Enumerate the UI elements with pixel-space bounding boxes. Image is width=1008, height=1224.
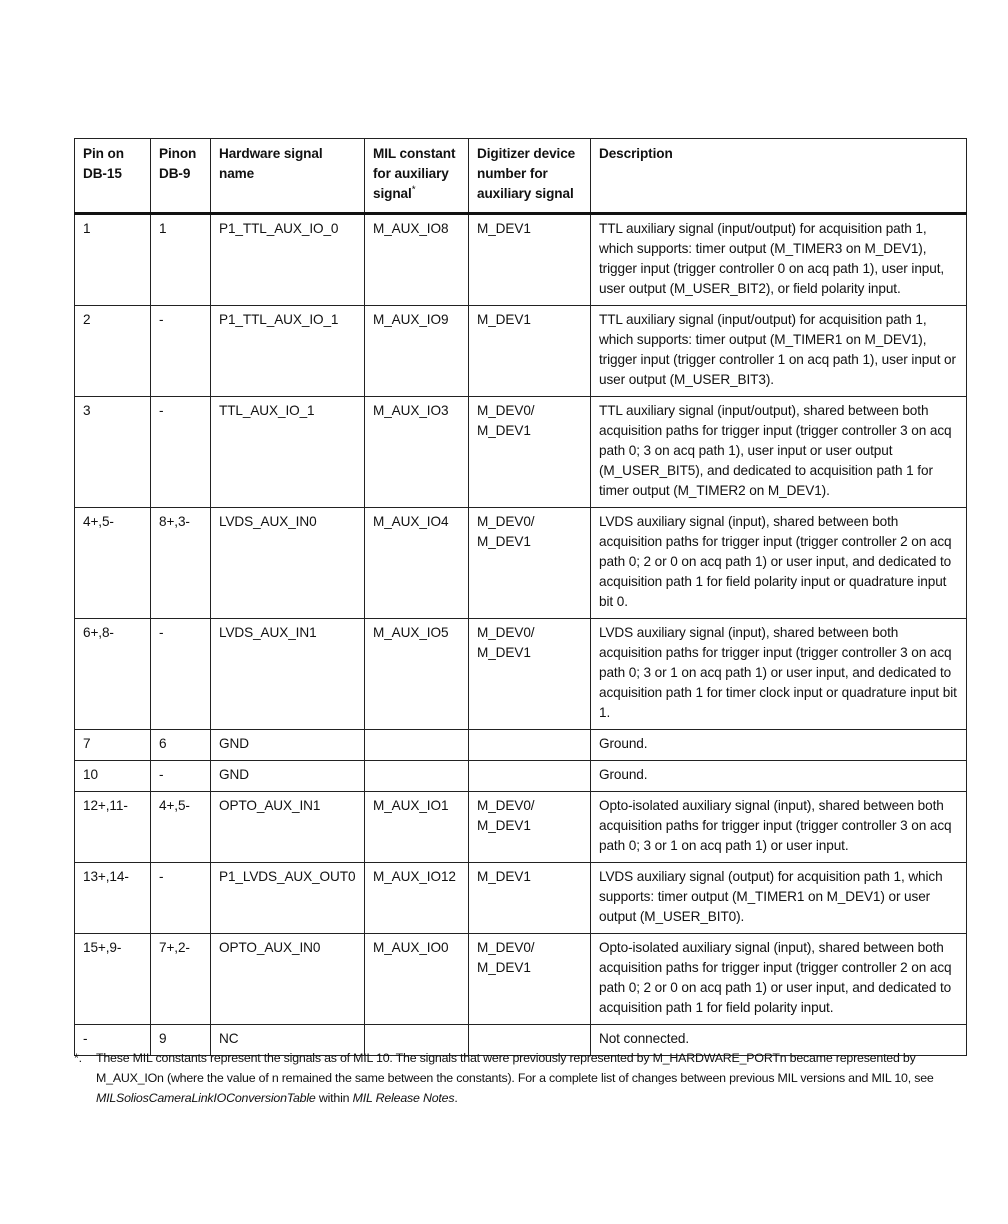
cell-pin-db9: 4+,5- [151,792,211,863]
cell-digitizer-device [469,306,591,397]
footnote-text: These MIL constants represent the signals as of MIL 10. The signals that were previously represented by M_HARDWARE_PORTn became represented by M_AUX_IOn (where the value of n remained the same between the constants). For a complete list of changes between previous MIL versions and MIL 10, see MILSoliosCameraLinkIOConversionTable within MIL Release Notes. [96,1051,934,1105]
digitizer-device-line: M_DEV0/ [477,403,535,418]
cell-hardware-signal: OPTO_AUX_IN1 [211,792,365,863]
header-pin-db9: Pinon DB-9 [151,139,211,214]
cell-digitizer-device [469,792,591,863]
cell-digitizer-device [469,619,591,730]
cell-pin-db15: 7 [75,730,151,761]
table-row [75,508,967,619]
cell-pin-db15: 12+,11- [75,792,151,863]
cell-description: TTL auxiliary signal (input/output), shared between both acquisition paths for trigger input (trigger controller 3 on acq path 0; 3 on acq path 1), user input or user output (M_USER_BIT5), and dedicated to acquisition path 1 for timer output (M_TIMER2 on M_DEV1). [591,397,967,508]
cell-mil-constant: M_AUX_IO3 [365,397,469,508]
digitizer-device-line: M_DEV0/ [477,514,535,529]
digitizer-device-line: M_DEV0/ [477,625,535,640]
cell-description: Not connected. [591,1025,967,1056]
digitizer-device-line: M_DEV1 [477,960,531,975]
cell-hardware-signal: LVDS_AUX_IN1 [211,619,365,730]
cell-mil-constant: M_AUX_IO1 [365,792,469,863]
table-header-row [75,139,967,214]
cell-description: TTL auxiliary signal (input/output) for acquisition path 1, which supports: timer output (M_TIMER3 on M_DEV1), trigger input (trigger controller 0 on acq path 1), user input, user output (M_USER_BIT2), or field polarity input. [591,214,967,306]
cell-hardware-signal: NC [211,1025,365,1056]
cell-description: Ground. [591,761,967,792]
cell-digitizer-device [469,761,591,792]
cell-hardware-signal: LVDS_AUX_IN0 [211,508,365,619]
header-pin-db15: Pin on DB-15 [75,139,151,214]
footnote [74,1048,966,1108]
cell-description: Opto-isolated auxiliary signal (input), shared between both acquisition paths for trigger input (trigger controller 3 on acq path 0; 3 or 1 on acq path 1) or user input. [591,792,967,863]
footnote-reference-marker[interactable]: * [411,184,416,196]
digitizer-device-line: M_DEV1 [477,423,531,438]
digitizer-device-line: M_DEV1 [477,645,531,660]
cell-pin-db15: - [75,1025,151,1056]
cell-description: Ground. [591,730,967,761]
digitizer-device-line: M_DEV0/ [477,798,535,813]
table-row [75,792,967,863]
cell-description: TTL auxiliary signal (input/output) for acquisition path 1, which supports: timer output (M_TIMER1 on M_DEV1), trigger input (trigger controller 1 on acq path 1), user input or user output (M_USER_BIT3). [591,306,967,397]
digitizer-device-line: M_DEV0/ [477,940,535,955]
cell-mil-constant: M_AUX_IO5 [365,619,469,730]
cell-pin-db15: 10 [75,761,151,792]
cell-hardware-signal: P1_LVDS_AUX_OUT0 [211,863,365,934]
cell-description: LVDS auxiliary signal (input), shared between both acquisition paths for trigger input (trigger controller 2 on acq path 0; 2 or 0 on acq path 1) or user input, and dedicated to acquisition path 1 for field polarity input or quadrature input bit 0. [591,508,967,619]
table-row [75,619,967,730]
cell-description: LVDS auxiliary signal (input), shared between both acquisition paths for trigger input (trigger controller 3 on acq path 0; 3 or 1 on acq path 1) or user input, and dedicated to acquisition path 1 for timer clock input or quadrature input bit 1. [591,619,967,730]
cell-mil-constant: M_AUX_IO8 [365,214,469,306]
cell-hardware-signal: P1_TTL_AUX_IO_0 [211,214,365,306]
cell-digitizer-device [469,397,591,508]
header-hardware-signal: Hardware signal name [211,139,365,214]
cell-description: Opto-isolated auxiliary signal (input), shared between both acquisition paths for trigger input (trigger controller 2 on acq path 0; 2 or 0 on acq path 1) or user input, and dedicated to acquisition path 1 for field polarity input. [591,934,967,1025]
footnote-doc-reference: MILSoliosCameraLinkIOConversionTable [96,1091,316,1105]
cell-pin-db9: - [151,863,211,934]
cell-mil-constant: M_AUX_IO0 [365,934,469,1025]
cell-mil-constant [365,761,469,792]
table-row [75,934,967,1025]
digitizer-device-line: M_DEV1 [477,869,531,884]
cell-description: LVDS auxiliary signal (output) for acquisition path 1, which supports: timer output (M_TIMER1 on M_DEV1) or user output (M_USER_BIT0). [591,863,967,934]
digitizer-device-line: M_DEV1 [477,221,531,236]
digitizer-device-line: M_DEV1 [477,818,531,833]
table-row [75,214,967,306]
cell-mil-constant: M_AUX_IO9 [365,306,469,397]
header-description: Description [591,139,967,214]
cell-digitizer-device [469,508,591,619]
cell-hardware-signal: GND [211,761,365,792]
cell-digitizer-device [469,934,591,1025]
cell-pin-db9: 6 [151,730,211,761]
cell-digitizer-device [469,730,591,761]
cell-pin-db9: 9 [151,1025,211,1056]
table-row [75,863,967,934]
table-body [75,214,967,1056]
cell-pin-db15: 1 [75,214,151,306]
cell-mil-constant: M_AUX_IO4 [365,508,469,619]
footnote-marker: *. [74,1051,82,1065]
cell-pin-db9: 7+,2- [151,934,211,1025]
cell-pin-db15: 13+,14- [75,863,151,934]
header-mil-constant: MIL constant for auxiliary signal* [365,139,469,214]
cell-pin-db15: 6+,8- [75,619,151,730]
pinout-table [74,138,967,1056]
table-row [75,761,967,792]
cell-pin-db9: - [151,306,211,397]
table-row [75,306,967,397]
cell-hardware-signal: OPTO_AUX_IN0 [211,934,365,1025]
cell-hardware-signal: GND [211,730,365,761]
digitizer-device-line: M_DEV1 [477,534,531,549]
cell-digitizer-device [469,214,591,306]
header-digitizer-device: Digitizer device number for auxiliary signal [469,139,591,214]
cell-pin-db9: 8+,3- [151,508,211,619]
cell-pin-db9: 1 [151,214,211,306]
cell-pin-db15: 3 [75,397,151,508]
cell-pin-db15: 2 [75,306,151,397]
table-row [75,397,967,508]
cell-mil-constant: M_AUX_IO12 [365,863,469,934]
table-row [75,730,967,761]
cell-mil-constant [365,730,469,761]
header-mil-constant-line3: signal [373,186,412,201]
cell-pin-db15: 4+,5- [75,508,151,619]
cell-hardware-signal: TTL_AUX_IO_1 [211,397,365,508]
cell-pin-db15: 15+,9- [75,934,151,1025]
digitizer-device-line: M_DEV1 [477,312,531,327]
footnote-release-notes-reference: MIL Release Notes [352,1091,455,1105]
cell-pin-db9: - [151,619,211,730]
cell-digitizer-device [469,863,591,934]
cell-hardware-signal: P1_TTL_AUX_IO_1 [211,306,365,397]
cell-pin-db9: - [151,397,211,508]
cell-pin-db9: - [151,761,211,792]
